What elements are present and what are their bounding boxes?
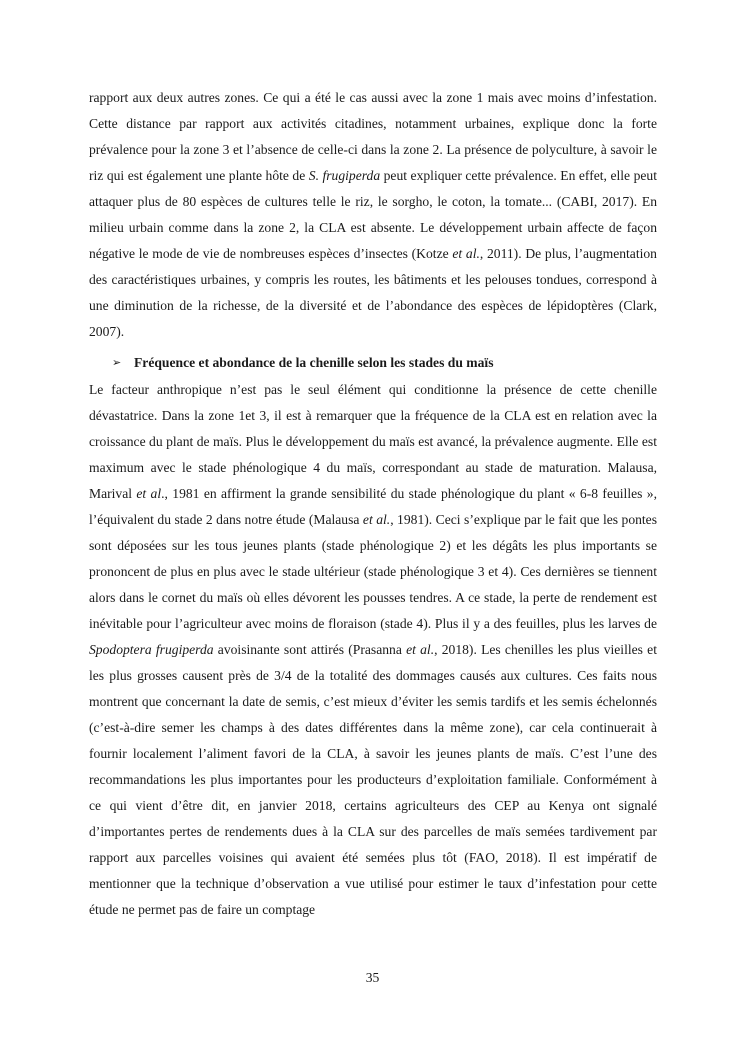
- arrow-bullet-icon: ➢: [112, 357, 122, 369]
- text-run: ., 1981 en affirment la grande sensibilité du stade phénologique du plant « 6-8 feuilles », l’équivalent du stade 2 dans notre étude (Malausa: [89, 486, 657, 527]
- text-run: avoisinante sont attirés (Prasanna: [213, 642, 407, 657]
- body-text: [89, 85, 657, 923]
- citation-et-al: et al.: [406, 642, 435, 657]
- section-heading-text: Fréquence et abondance de la chenille selon les stades du maïs: [134, 355, 494, 370]
- species-name: S. frugiperda: [308, 168, 381, 183]
- page-number: 35: [365, 970, 380, 985]
- citation-et-al: et al: [136, 486, 162, 501]
- text-run: , 2011). De plus, l’augmentation des caractéristiques urbaines, y compris les routes, les bâtiments et les pelouses tondues, correspond à une diminution de la richesse, de la diversité et de l’abondance des espèces de lépidoptères (Clark, 2007).: [89, 246, 657, 339]
- paragraph-stages: [89, 377, 657, 923]
- text-run: peut expliquer cette prévalence. En effet, elle peut attaquer plus de 80 espèces de cultures telle le riz, le sorgho, le coton, la tomate... (CABI, 2017). En milieu urbain comme dans la zone 2, la CLA est absente. Le développement urbain affecte de façon négative le mode de vie de nombreuses espèces d’insectes (Kotze: [89, 168, 657, 261]
- paragraph-zones: [89, 85, 657, 345]
- citation-et-al: et al.: [362, 512, 391, 527]
- text-run: rapport aux deux autres zones. Ce qui a été le cas aussi avec la zone 1 mais avec moins d’infestation. Cette distance par rapport aux activités citadines, notamment urbaines, explique donc la forte prévalence pour la zone 3 et l’absence de celle-ci dans la zone 2. La présence de polyculture, à savoir le riz qui est également une plante hôte de: [89, 90, 657, 183]
- citation-et-al: et al.: [452, 246, 480, 261]
- section-heading: [112, 350, 657, 376]
- text-run: , 1981). Ceci s’explique par le fait que les pontes sont déposées sur les tous jeunes plants (stade phénologique 2) et les dégâts les plus importants se prononcent de plus en plus avec le stade ultérieur (stade phénologique 3 et 4). Ces dernières se tiennent alors dans le cornet du maïs où elles dévorent les pousses tendres. A ce stade, la perte de rendement est inévitable pour l’agriculteur avec moins de floraison (stade 4). Plus il y a des feuilles, plus les larves de: [89, 512, 658, 631]
- text-run: , 2018). Les chenilles les plus vieilles et les plus grosses causent près de 3/4 de la totalité des dommages causés aux cultures. Ces faits nous montrent que concernant la date de semis, c’est mieux d’éviter les semis tardifs et les semis échelonnés (c’est-à-dire semer les champs à des dates différentes dans la même zone), car cela continuerait à fournir localement l’aliment favori de la CLA, à savoir les jeunes plants de maïs. C’est l’une des recommandations les plus importantes pour les producteurs d’exploitation familiale. Conformément à ce qui vient d’être dit, en janvier 2018, certains agriculteurs des CEP au Kenya ont signalé d’importantes pertes de rendements dues à la CLA sur des parcelles de maïs semées tardivement par rapport aux parcelles voisines qui avaient été semées plus tôt (FAO, 2018). Il est impératif de mentionner que la technique d’observation a vue utilisé pour estimer le taux d’infestation pour cette étude ne permet pas de faire un comptage: [89, 642, 657, 917]
- text-run: Le facteur anthropique n’est pas le seul élément qui conditionne la présence de cette chenille dévastatrice. Dans la zone 1et 3, il est à remarquer que la fréquence de la CLA est en relation avec la croissance du plant de maïs. Plus le développement du maïs est avancé, la prévalence augmente. Elle est maximum avec le stade phénologique 4 du maïs, correspondant au stade de maturation. Malausa, Marival: [89, 382, 657, 501]
- species-name: Spodoptera frugiperda: [89, 642, 214, 657]
